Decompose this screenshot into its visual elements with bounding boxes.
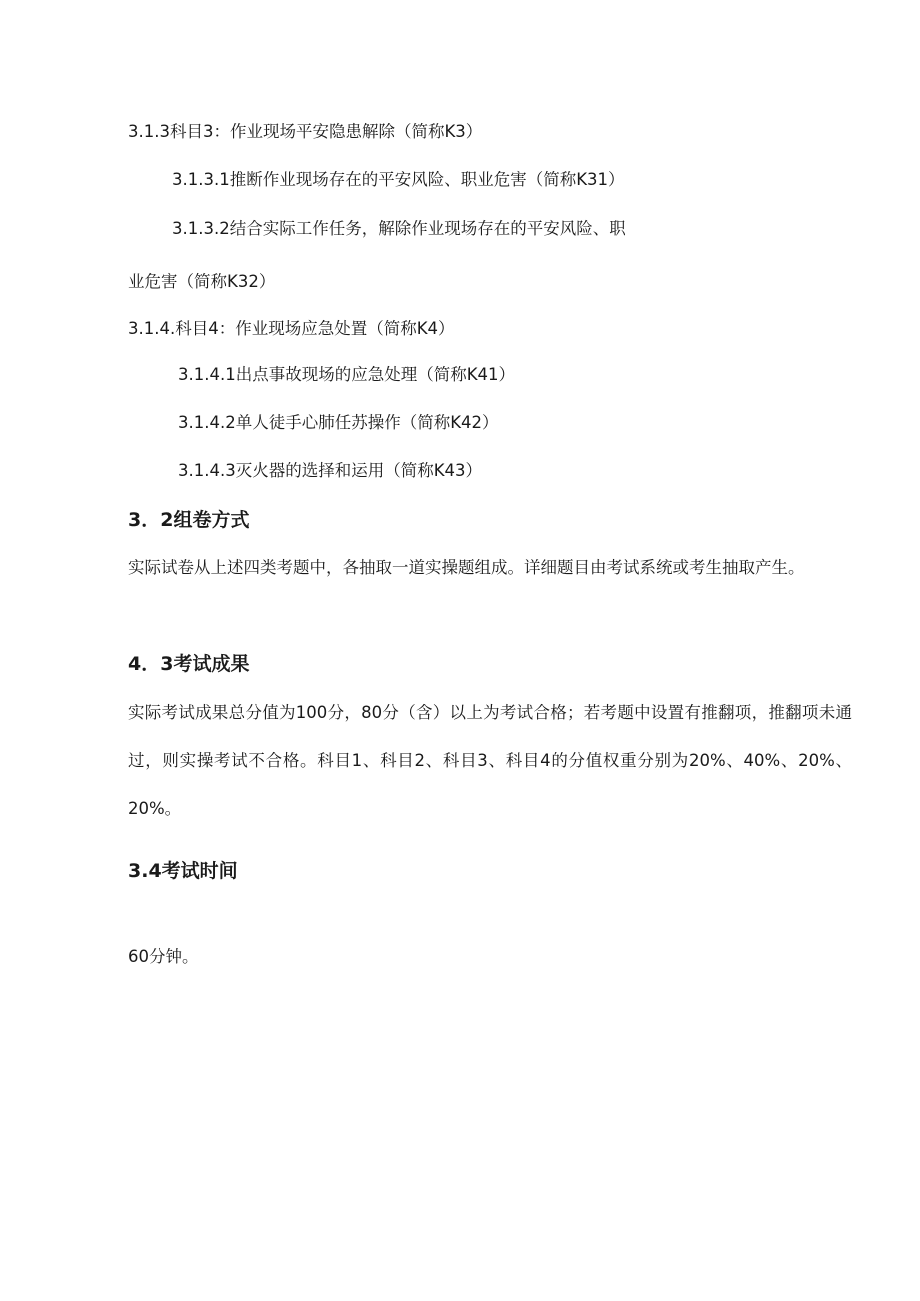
paragraph-3-4: 60分钟。: [128, 947, 199, 966]
section-k43-item: 3.1.4.3灭火器的选择和运用（简称K43）: [178, 461, 483, 480]
heading-3-2: 3．2组卷方式: [128, 509, 250, 531]
section-k41-item: 3.1.4.1出点事故现场的应急处理（简称K41）: [178, 365, 516, 384]
section-k3-title: 3.1.3科目3：作业现场平安隐患解除（简称K3）: [128, 122, 483, 141]
paragraph-3-2: 实际试卷从上述四类考题中，各抽取一道实操题组成。详细题目由考试系统或考生抽取产生。: [128, 558, 805, 577]
heading-4-3: 4．3考试成果: [128, 653, 250, 675]
section-k31-item: 3.1.3.1推断作业现场存在的平安风险、职业危害（简称K31）: [172, 170, 625, 189]
section-k4-title: 3.1.4.科目4：作业现场应急处置（简称K4）: [128, 319, 455, 338]
paragraph-4-3: 实际考试成果总分值为100分，80分（含）以上为考试合格；若考题中设置有推翻项，推翻项未通过，则实操考试不合格。科目1、科目2、科目3、科目4的分值权重分别为20%、40%、20%、20%。: [128, 703, 852, 818]
section-k32-item-line2: 业危害（简称K32）: [128, 272, 276, 291]
section-k42-item: 3.1.4.2单人徒手心肺任苏操作（简称K42）: [178, 413, 499, 432]
section-k32-item-line1: 3.1.3.2结合实际工作任务，解除作业现场存在的平安风险、职: [172, 219, 626, 238]
heading-3-4: 3.4考试时间: [128, 860, 238, 882]
